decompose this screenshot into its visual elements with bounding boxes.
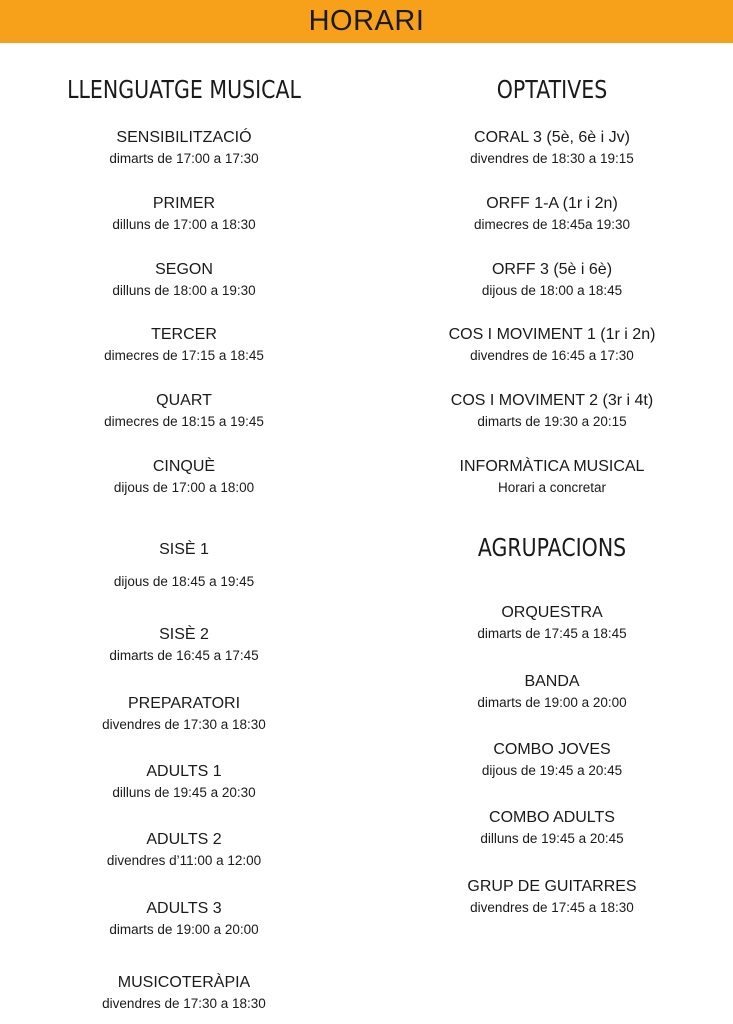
heading-optatives: OPTATIVES <box>496 75 608 104</box>
course-name: SISÈ 1 <box>159 541 209 558</box>
course-time: dimarts de 16:45 a 17:45 <box>109 648 259 663</box>
schedule-item <box>402 740 702 780</box>
schedule-item <box>402 325 702 365</box>
course-name: COS I MOVIMENT 1 (1r i 2n) <box>448 326 656 343</box>
course-time: divendres de 16:45 a 17:30 <box>470 348 634 363</box>
course-time: dilluns de 17:00 a 18:30 <box>112 217 256 232</box>
course-time: dijous de 18:45 a 19:45 <box>113 574 255 589</box>
schedule-item <box>34 830 334 870</box>
schedule-item <box>34 899 334 939</box>
course-time: dilluns de 19:45 a 20:30 <box>112 785 256 800</box>
course-name: SEGON <box>155 261 213 278</box>
group-name: BANDA <box>524 673 580 690</box>
heading-llenguatge-musical: LLENGUATGE MUSICAL <box>67 75 301 104</box>
group-time: dimarts de 19:00 a 20:00 <box>477 695 627 710</box>
schedule-item <box>402 603 702 643</box>
page-title: HORARI <box>308 5 425 37</box>
course-time: Horari a concretar <box>497 480 607 495</box>
schedule-item <box>402 194 702 234</box>
course-time: dimecres de 18:15 a 19:45 <box>104 414 264 429</box>
heading-agrupacions: AGRUPACIONS <box>477 533 627 562</box>
course-time: dijous de 17:00 a 18:00 <box>113 480 255 495</box>
schedule-item <box>34 540 334 591</box>
course-time: dilluns de 18:00 a 19:30 <box>112 283 256 298</box>
course-name: CINQUÈ <box>152 458 216 475</box>
course-name: TERCER <box>151 326 217 343</box>
course-time: dimecres de 18:45a 19:30 <box>473 217 631 232</box>
schedule-item <box>402 672 702 712</box>
course-name: COS I MOVIMENT 2 (3r i 4t) <box>450 392 654 409</box>
course-time: dimarts de 19:30 a 20:15 <box>477 414 627 429</box>
course-time: dimarts de 17:00 a 17:30 <box>109 151 259 166</box>
course-name: ORFF 3 (5è i 6è) <box>491 261 613 278</box>
schedule-item <box>402 391 702 431</box>
course-time: divendres de 18:30 a 19:15 <box>470 151 634 166</box>
group-time: dimarts de 17:45 a 18:45 <box>477 626 627 641</box>
schedule-item <box>34 625 334 665</box>
course-time: dimarts de 19:00 a 20:00 <box>109 922 259 937</box>
course-name: ORFF 1-A (1r i 2n) <box>486 195 618 212</box>
group-name: ORQUESTRA <box>501 604 603 621</box>
group-time: dilluns de 19:45 a 20:45 <box>480 831 624 846</box>
schedule-item <box>34 194 334 234</box>
group-time: divendres de 17:45 a 18:30 <box>470 900 634 915</box>
group-name: COMBO JOVES <box>493 741 611 758</box>
schedule-item <box>34 762 334 802</box>
course-time: dimecres de 17:15 a 18:45 <box>104 348 264 363</box>
course-name: SENSIBILITZACIÓ <box>116 129 252 146</box>
group-time: dijous de 19:45 a 20:45 <box>481 763 623 778</box>
course-name: MUSICOTERÀPIA <box>117 974 251 991</box>
schedule-item <box>34 128 334 168</box>
course-name: ADULTS 3 <box>146 900 222 917</box>
course-name: ADULTS 1 <box>146 763 222 780</box>
course-name: ADULTS 2 <box>146 831 222 848</box>
schedule-item <box>34 694 334 734</box>
group-name: GRUP DE GUITARRES <box>467 878 637 895</box>
schedule-item <box>34 325 334 365</box>
schedule-item <box>34 260 334 300</box>
schedule-item <box>402 877 702 917</box>
schedule-item <box>34 457 334 497</box>
schedule-item <box>402 457 702 497</box>
course-time: dijous de 18:00 a 18:45 <box>481 283 623 298</box>
course-name: PRIMER <box>152 195 216 212</box>
course-name: PREPARATORI <box>127 695 241 712</box>
course-name: INFORMÀTICA MUSICAL <box>459 458 645 475</box>
course-time: divendres d’11:00 a 12:00 <box>106 853 262 868</box>
course-time: divendres de 17:30 a 18:30 <box>102 996 266 1011</box>
schedule-item <box>402 260 702 300</box>
schedule-item <box>34 391 334 431</box>
course-name: SISÈ 2 <box>159 626 209 643</box>
course-name: QUART <box>156 392 212 409</box>
header-banner <box>0 0 733 43</box>
course-time: divendres de 17:30 a 18:30 <box>102 717 266 732</box>
group-name: COMBO ADULTS <box>489 809 615 826</box>
course-name: CORAL 3 (5è, 6è i Jv) <box>474 129 630 146</box>
schedule-item <box>402 128 702 168</box>
schedule-item <box>402 808 702 848</box>
schedule-item <box>34 973 334 1013</box>
